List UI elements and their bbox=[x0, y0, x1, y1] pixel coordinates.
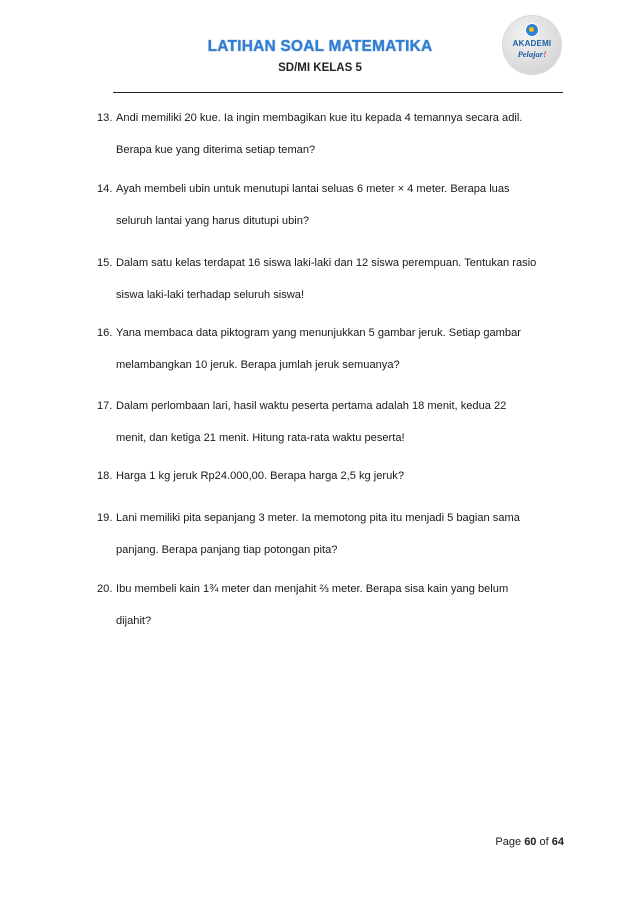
question-number: 16. bbox=[97, 327, 113, 339]
question-text-line1: Lani memiliki pita sepanjang 3 meter. Ia memotong pita itu menjadi 5 bagian sama bbox=[116, 512, 520, 524]
footer-of-label: of bbox=[539, 836, 549, 848]
question-number: 17. bbox=[97, 400, 113, 412]
question-text-line2: menit, dan ketiga 21 menit. Hitung rata-rata waktu peserta! bbox=[116, 432, 405, 444]
question-text-line1: Harga 1 kg jeruk Rp24.000,00. Berapa harga 2,5 kg jeruk? bbox=[116, 470, 405, 482]
question-text-line1: Yana membaca data piktogram yang menunjukkan 5 gambar jeruk. Setiap gambar bbox=[116, 327, 521, 339]
question-number: 15. bbox=[97, 257, 113, 269]
footer-page-label: Page bbox=[495, 836, 522, 848]
question-number: 18. bbox=[97, 470, 113, 482]
question-number: 19. bbox=[97, 512, 113, 524]
question-text-line1: Ayah membeli ubin untuk menutupi lantai seluas 6 meter × 4 meter. Berapa luas bbox=[116, 183, 510, 195]
question-text-line2: dijahit? bbox=[116, 615, 152, 627]
footer-total-pages: 64 bbox=[551, 836, 564, 848]
question-text-line2: melambangkan 10 jeruk. Berapa jumlah jeruk semuanya? bbox=[116, 359, 400, 371]
logo-line2-text: Pelajar bbox=[517, 49, 544, 59]
header-divider bbox=[113, 92, 563, 93]
akademi-pelajar-logo bbox=[503, 16, 561, 74]
page-title: LATIHAN SOAL MATEMATIKA bbox=[207, 38, 433, 55]
footer-current-page: 60 bbox=[524, 836, 537, 848]
page-footer bbox=[495, 836, 564, 848]
logo-line2 bbox=[503, 49, 561, 59]
question-text-line2: Berapa kue yang diterima setiap teman? bbox=[116, 144, 316, 156]
question-text-line2: siswa laki-laki terhadap seluruh siswa! bbox=[116, 289, 305, 301]
question-number: 20. bbox=[97, 583, 113, 595]
logo-emblem-icon bbox=[525, 23, 539, 37]
question-text-line1: Andi memiliki 20 kue. Ia ingin membagikan kue itu kepada 4 temannya secara adil. bbox=[116, 112, 523, 124]
page-subtitle: SD/MI KELAS 5 bbox=[278, 62, 362, 74]
question-text-line1: Dalam perlombaan lari, hasil waktu peserta pertama adalah 18 menit, kedua 22 bbox=[116, 400, 507, 412]
question-text-line2: panjang. Berapa panjang tiap potongan pita? bbox=[116, 544, 338, 556]
question-number: 13. bbox=[97, 112, 113, 124]
logo-mark: ! bbox=[543, 49, 547, 59]
question-text-line1: Ibu membeli kain 1¾ meter dan menjahit ⅔ meter. Berapa sisa kain yang belum bbox=[116, 583, 509, 595]
question-text-line2: seluruh lantai yang harus ditutupi ubin? bbox=[116, 215, 310, 227]
question-number: 14. bbox=[97, 183, 113, 195]
logo-line1: AKADEMI bbox=[512, 39, 552, 48]
question-text-line1: Dalam satu kelas terdapat 16 siswa laki-laki dan 12 siswa perempuan. Tentukan rasio bbox=[116, 257, 537, 269]
